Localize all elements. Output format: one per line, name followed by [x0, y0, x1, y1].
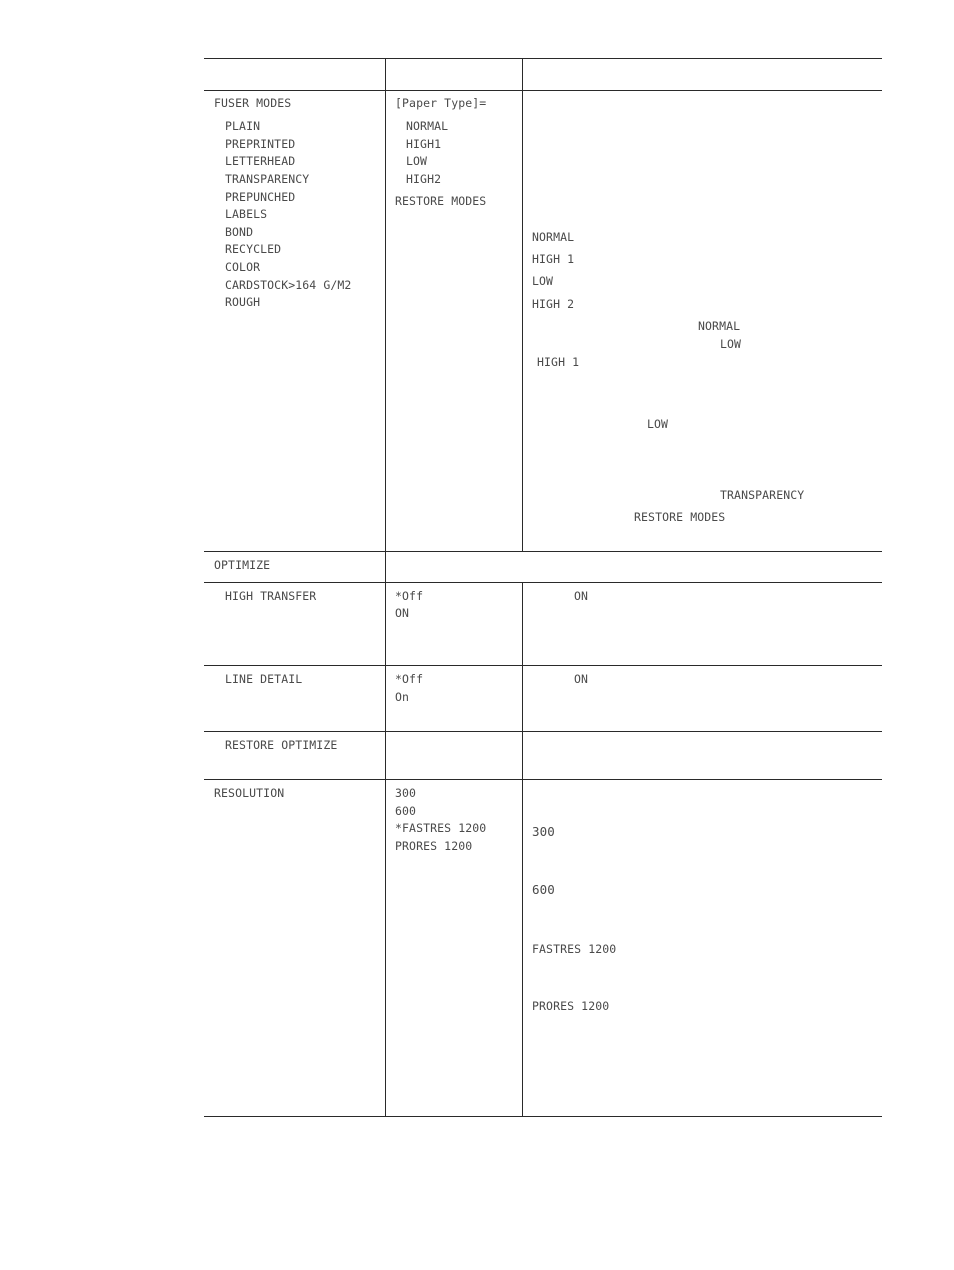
- paper-type-item: RECYCLED: [225, 242, 282, 256]
- column-divider-2-upper: [522, 58, 523, 551]
- optimize-row-bottom-rule: [204, 582, 882, 583]
- line-detail-value: On: [395, 690, 410, 704]
- paper-type-item: PLAIN: [225, 119, 261, 133]
- high-transfer-value: *Off: [395, 589, 424, 603]
- fuser-value-item: HIGH1: [406, 137, 442, 151]
- resolution-value: PRORES 1200: [395, 839, 473, 853]
- desc-normal: NORMAL: [532, 230, 575, 244]
- resolution-desc-fastres: FASTRES 1200: [532, 942, 617, 956]
- desc-note-transparency: TRANSPARENCY: [720, 488, 805, 502]
- high-transfer-desc-on: ON: [574, 589, 589, 603]
- paper-type-item: LETTERHEAD: [225, 154, 296, 168]
- paper-type-value-header: [Paper Type]=: [395, 96, 487, 110]
- desc-note-low: LOW: [720, 337, 742, 351]
- fuser-value-item: LOW: [406, 154, 428, 168]
- header-bottom-rule: [204, 90, 882, 91]
- column-divider-2-lower: [522, 582, 523, 1116]
- desc-note-high1: HIGH 1: [537, 355, 580, 369]
- desc-high2: HIGH 2: [532, 297, 575, 311]
- restore-optimize-label: RESTORE OPTIMIZE: [225, 738, 338, 752]
- line-detail-value: *Off: [395, 672, 424, 686]
- desc-high1: HIGH 1: [532, 252, 575, 266]
- fuser-row-bottom-rule: [204, 551, 882, 552]
- paper-type-item: COLOR: [225, 260, 261, 274]
- resolution-value: *FASTRES 1200: [395, 821, 487, 835]
- optimize-label: OPTIMIZE: [214, 558, 271, 572]
- high-transfer-row-bottom-rule: [204, 665, 882, 666]
- column-divider-1: [385, 58, 386, 1116]
- resolution-desc-600: 600: [532, 882, 555, 897]
- line-detail-label: LINE DETAIL: [225, 672, 303, 686]
- resolution-value: 600: [395, 804, 417, 818]
- restore-optimize-row-bottom-rule: [204, 779, 882, 780]
- paper-type-item: ROUGH: [225, 295, 261, 309]
- paper-type-item: LABELS: [225, 207, 268, 221]
- resolution-label: RESOLUTION: [214, 786, 285, 800]
- fuser-modes-label: FUSER MODES: [214, 96, 292, 110]
- fuser-value-item: HIGH2: [406, 172, 442, 186]
- resolution-desc-300: 300: [532, 824, 555, 839]
- high-transfer-value: ON: [395, 606, 410, 620]
- desc-note-normal: NORMAL: [698, 319, 741, 333]
- paper-type-item: PREPUNCHED: [225, 190, 296, 204]
- restore-modes-value: RESTORE MODES: [395, 194, 487, 208]
- paper-type-item: CARDSTOCK>164 G/M2: [225, 278, 352, 292]
- fuser-value-item: NORMAL: [406, 119, 449, 133]
- resolution-desc-prores: PRORES 1200: [532, 999, 610, 1013]
- paper-type-item: BOND: [225, 225, 254, 239]
- desc-low: LOW: [532, 274, 554, 288]
- resolution-value: 300: [395, 786, 417, 800]
- desc-note-restore-modes: RESTORE MODES: [634, 510, 726, 524]
- paper-type-item: TRANSPARENCY: [225, 172, 310, 186]
- table-top-rule: [204, 58, 882, 59]
- line-detail-desc-on: ON: [574, 672, 589, 686]
- line-detail-row-bottom-rule: [204, 731, 882, 732]
- paper-type-item: PREPRINTED: [225, 137, 296, 151]
- high-transfer-label: HIGH TRANSFER: [225, 589, 317, 603]
- desc-note-low2: LOW: [647, 417, 669, 431]
- table-bottom-rule: [204, 1116, 882, 1117]
